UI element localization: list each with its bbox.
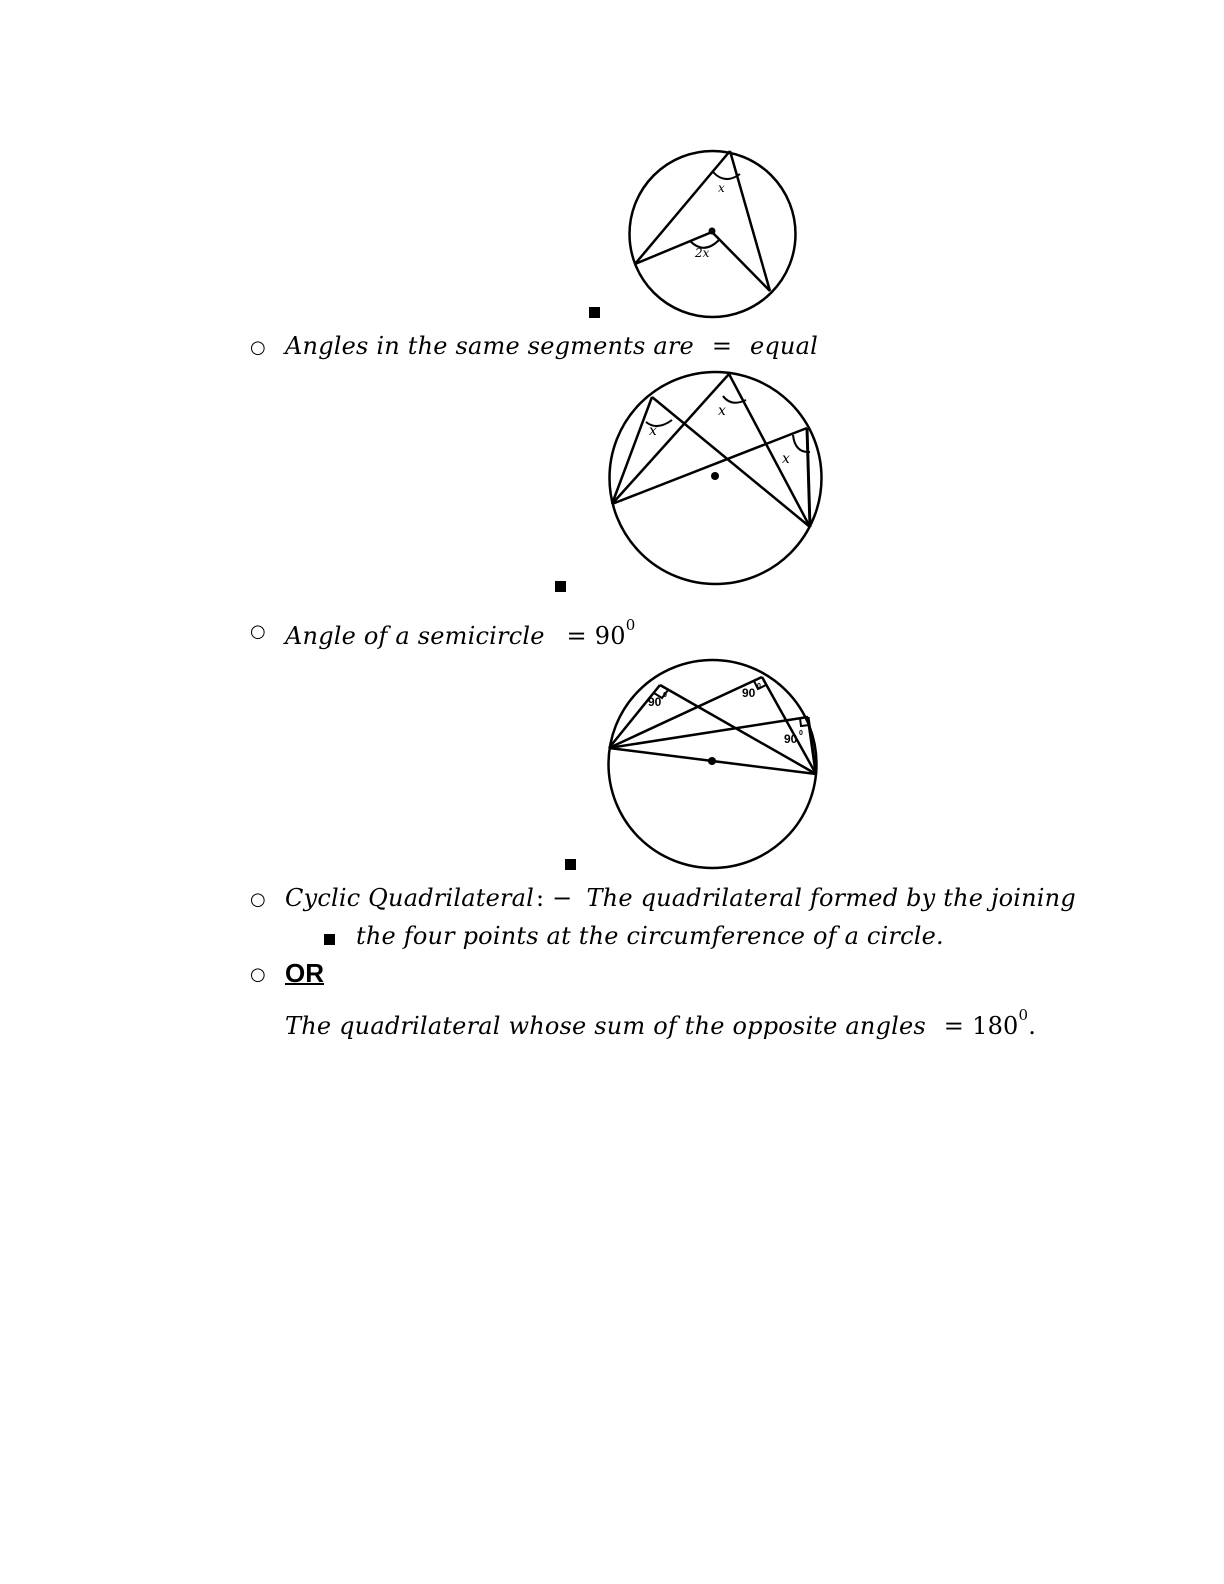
statement-opposite-angles — [285, 1006, 1036, 1040]
degree-superscript: 0 — [625, 616, 636, 634]
angle-label-2x: 2x — [695, 246, 710, 260]
chord — [807, 428, 810, 527]
centre-dot — [709, 228, 716, 235]
bullet-circle: ○ — [250, 964, 266, 985]
angle-label-x: x — [649, 423, 657, 439]
bullet-square — [565, 859, 576, 870]
centre-dot — [711, 472, 719, 480]
bullet-circle: ○ — [250, 337, 266, 358]
definition-term: Cyclic Quadrilateral — [285, 884, 535, 912]
chord — [609, 717, 808, 748]
bullet-square — [589, 307, 600, 318]
equals-sign: = — [566, 622, 587, 650]
trailing-period: . — [1028, 1012, 1037, 1040]
statement-value: 90 — [594, 622, 626, 650]
bullet-circle: ○ — [250, 889, 266, 910]
figure-same-segment — [600, 365, 830, 595]
degree-superscript: 0 — [799, 730, 803, 737]
definition-cyclic-quadrilateral — [285, 884, 1076, 912]
statement-text: The quadrilateral whose sum of the opposite angles — [285, 1012, 926, 1040]
or-heading: OR — [285, 958, 324, 988]
figure-semicircle — [600, 655, 830, 875]
figure-angle-at-centre — [620, 140, 810, 320]
definition-separator: : − — [536, 884, 573, 912]
statement-semicircle — [285, 616, 635, 650]
equals-sign: = — [943, 1012, 965, 1040]
statement-text: Angle of a semicircle — [285, 622, 545, 650]
angle-label-90: 90 — [742, 686, 756, 700]
bullet-square — [555, 581, 566, 592]
statement-text: Angles in the same segments are — [285, 332, 694, 360]
statement-value: equal — [749, 332, 818, 360]
bullet-circle: ○ — [250, 621, 266, 642]
angle-label-90: 90 — [784, 732, 798, 746]
chord — [609, 677, 762, 748]
angle-label-90: 90 — [648, 695, 662, 709]
bullet-square — [324, 934, 335, 945]
degree-superscript: 0 — [663, 692, 667, 699]
angle-label-x: x — [782, 451, 790, 467]
angle-label-x: x — [718, 181, 725, 195]
chord — [612, 374, 729, 504]
centre-dot — [708, 757, 716, 765]
angle-label-x: x — [718, 403, 726, 419]
degree-superscript: 0 — [757, 683, 761, 690]
statement-value: 180 — [972, 1012, 1019, 1040]
definition-continuation: the four points at the circumference of a circle. — [356, 922, 944, 950]
definition-text: The quadrilateral formed by the joining — [586, 884, 1076, 912]
degree-superscript: 0 — [1018, 1006, 1029, 1024]
chord — [729, 374, 810, 527]
chord — [635, 151, 730, 264]
statement-same-segment — [285, 332, 818, 360]
equals-sign: = — [711, 332, 733, 360]
